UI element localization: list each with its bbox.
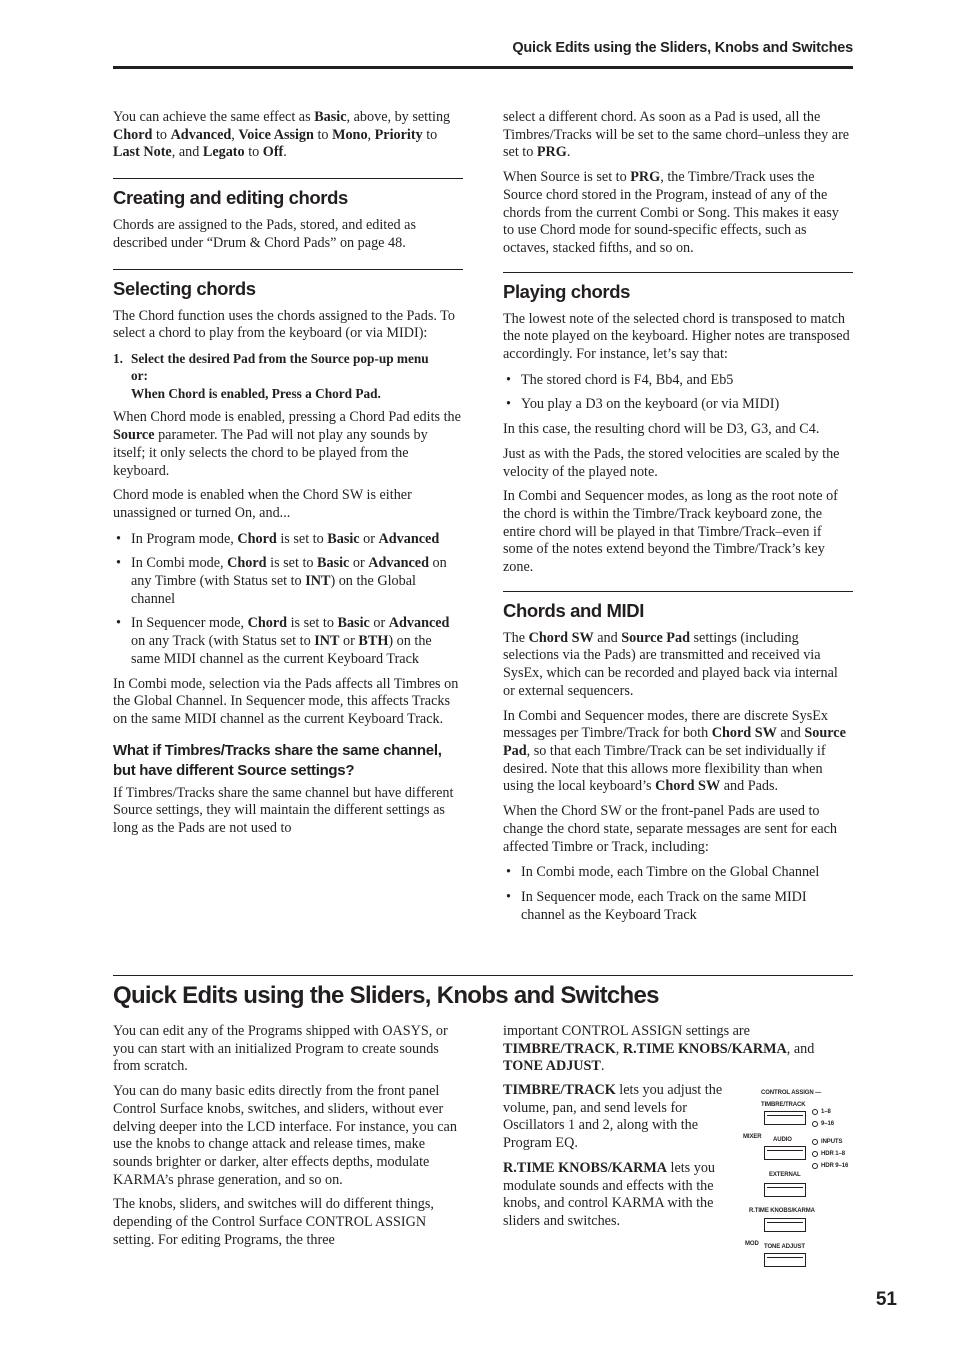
led-icon	[812, 1163, 818, 1169]
mixer-label: MIXER	[743, 1134, 762, 1140]
timbre-track-button[interactable]	[764, 1111, 806, 1125]
step-1: 1. Select the desired Pad from the Source pop-up menu or: When Chord is enabled, Press a Chord Pad.	[113, 350, 429, 401]
list-item: • In Program mode, Chord is set to Basic or Advanced	[113, 531, 463, 549]
creating-paragraph: Chords are assigned to the Pads, stored, and edited as described under “Drum & Chord Pads” on page 48.	[113, 217, 416, 251]
quick-paragraph-3: The knobs, sliders, and switches will do different things, depending of the Control Surface CONTROL ASSIGN setting. For editing Programs, the three	[113, 1196, 434, 1248]
led-label: 9–16	[821, 1121, 834, 1127]
list-item: • You play a D3 on the keyboard (or via MIDI)	[503, 396, 853, 414]
quick-paragraph-4: important CONTROL ASSIGN settings are TIMBRE/TRACK, R.TIME KNOBS/KARMA, and TONE ADJUST.	[503, 1023, 815, 1075]
page-number: 51	[875, 1289, 897, 1310]
led-icon	[812, 1151, 818, 1157]
playing-paragraph: The lowest note of the selected chord is transposed to match the note played on the keyboard. Higher notes are transposed accordingly. For instance, let’s say that:	[503, 310, 850, 363]
control-assign-label: CONTROL ASSIGN —	[761, 1090, 822, 1096]
quick-edits-right-text	[503, 1082, 731, 1238]
what-if-paragraph: If Timbres/Tracks share the same channel but have different Source settings, they will maintain the different settings as long as the Pads are not used to	[113, 784, 454, 837]
source-paragraph: When Source is set to PRG, the Timbre/Track uses the Source chord stored in the Program, instead of any of the chords from the current Combi or Song. This makes it easy to use Chord mode for sound-specific effects, such as octaves, stacked fifths, and so on.	[503, 169, 839, 256]
selecting-paragraph: The Chord function uses the chords assigned to the Pads. To select a chord to play from the keyboard (or via MIDI):	[113, 307, 455, 342]
quick-edits-left	[113, 1023, 463, 1256]
list-item: • In Sequencer mode, each Track on the same MIDI channel as the Keyboard Track	[503, 889, 853, 924]
header-rule	[113, 66, 853, 69]
midi-paragraph-3: When the Chord SW or the front-panel Pads are used to change the chord state, separate messages are sent for each affected Timbre or Track, including:	[503, 803, 838, 855]
tone-adjust-label: TONE ADJUST	[764, 1244, 805, 1250]
midi-paragraph-1: The Chord SW and Source Pad settings (including selections via the Pads) are transmitted and received via SysEx, which can be recorded and played back via internal or external sequencers.	[503, 629, 838, 699]
led-label: INPUTS	[821, 1139, 843, 1145]
result-paragraph: In this case, the resulting chord will be D3, G3, and C4.	[503, 421, 820, 438]
audio-label: AUDIO	[773, 1137, 792, 1143]
heading-what-if: What if Timbres/Tracks share the same channel, but have different Source settings?	[113, 741, 442, 779]
enabled-paragraph: Chord mode is enabled when the Chord SW is either unassigned or turned On, and...	[113, 487, 412, 521]
playing-bullet-list	[503, 372, 853, 414]
combi-paragraph: In Combi mode, selection via the Pads affects all Timbres on the Global Channel. In Sequencer mode, this affects Tracks on the same MIDI channel as the current Keyboard Track.	[113, 675, 459, 727]
quick-paragraph-1: You can edit any of the Programs shipped with OASYS, or you can start with an initialized Program to create sounds from scratch.	[113, 1023, 448, 1075]
section-rule	[113, 975, 853, 976]
rtime-label: R.TIME KNOBS/KARMA	[749, 1208, 815, 1214]
quick-paragraph-2: You can do many basic edits directly from the front panel Control Surface knobs, switches, and sliders, without ever delving deeper into the LCD interface. For instance, you can use the knobs to change attack and release times, make sounds brighter or darker, alter effects depths, modulate KARMA’s phrase generation, and so on.	[113, 1083, 457, 1188]
control-assign-panel	[740, 1088, 860, 1273]
heading-chords-midi: Chords and MIDI	[503, 591, 853, 622]
list-item: • In Combi mode, each Timbre on the Global Channel	[503, 864, 853, 882]
led-label: 1–8	[821, 1109, 831, 1115]
when-paragraph: When Chord mode is enabled, pressing a Chord Pad edits the Source parameter. The Pad will not play any sounds by itself; it only selects the chord to be played from the keyboard.	[113, 409, 461, 479]
list-item: • In Sequencer mode, Chord is set to Basic or Advanced on any Track (with Status set to INT or BTH) on the same MIDI channel as the current Keyboard Track	[113, 615, 463, 668]
audio-button[interactable]	[764, 1146, 806, 1160]
led-icon	[812, 1139, 818, 1145]
mode-bullet-list	[113, 531, 463, 669]
quick-paragraph-6: R.TIME KNOBS/KARMA lets you modulate sounds and effects with the knobs, and control KARMA with the sliders and switches.	[503, 1159, 716, 1229]
combiseq-paragraph: In Combi and Sequencer modes, as long as the root note of the chord is within the Timbre/Track keyboard zone, the entire chord will be played in that Timbre/Track–even if some of the notes extend beyond the Timbre/Track’s key zone.	[503, 488, 838, 576]
step-list	[113, 350, 463, 403]
midi-paragraph-2: In Combi and Sequencer modes, there are discrete SysEx messages per Timbre/Track for both Chord SW and Source Pad, so that each Timbre/Track can be set individually if desired. Note that this allows more flexibility than when using the local keyboard’s Chord SW and Pads.	[503, 707, 846, 795]
led-icon	[812, 1121, 818, 1127]
mod-label: MOD	[745, 1241, 759, 1247]
external-button[interactable]	[764, 1183, 806, 1197]
external-label: EXTERNAL	[769, 1172, 801, 1178]
continued-paragraph: select a different chord. As soon as a Pad is used, all the Timbres/Tracks will be set to the same chord–unless they are set to PRG.	[503, 109, 850, 161]
velocity-paragraph: Just as with the Pads, the stored velocities are scaled by the velocity of the played note.	[503, 445, 840, 480]
quick-paragraph-5: TIMBRE/TRACK lets you adjust the volume, pan, and send levels for Oscillators 1 and 2, along with the Program EQ.	[503, 1082, 723, 1152]
timbre-track-label: TIMBRE/TRACK	[761, 1102, 806, 1108]
intro-paragraph: You can achieve the same effect as Basic, above, by setting Chord to Advanced, Voice Assign to Mono, Priority to Last Note, and Legato to Off.	[113, 109, 451, 161]
heading-creating-chords: Creating and editing chords	[113, 178, 463, 209]
heading-playing-chords: Playing chords	[503, 272, 853, 303]
tone-adjust-button[interactable]	[764, 1253, 806, 1267]
left-column	[113, 109, 463, 845]
right-column	[503, 109, 853, 931]
led-icon	[812, 1109, 818, 1115]
list-item: • In Combi mode, Chord is set to Basic or Advanced on any Timbre (with Status set to INT) on the Global channel	[113, 555, 463, 608]
heading-selecting-chords: Selecting chords	[113, 269, 463, 300]
quick-edits-right-top	[503, 1023, 853, 1083]
midi-bullet-list	[503, 864, 853, 924]
led-label: HDR 9–16	[821, 1163, 849, 1169]
rtime-button[interactable]	[764, 1218, 806, 1232]
section-title: Quick Edits using the Sliders, Knobs and Switches	[113, 982, 659, 1009]
list-item: • The stored chord is F4, Bb4, and Eb5	[503, 372, 853, 390]
led-label: HDR 1–8	[821, 1151, 845, 1157]
running-header: Quick Edits using the Sliders, Knobs and Switches	[512, 40, 853, 56]
